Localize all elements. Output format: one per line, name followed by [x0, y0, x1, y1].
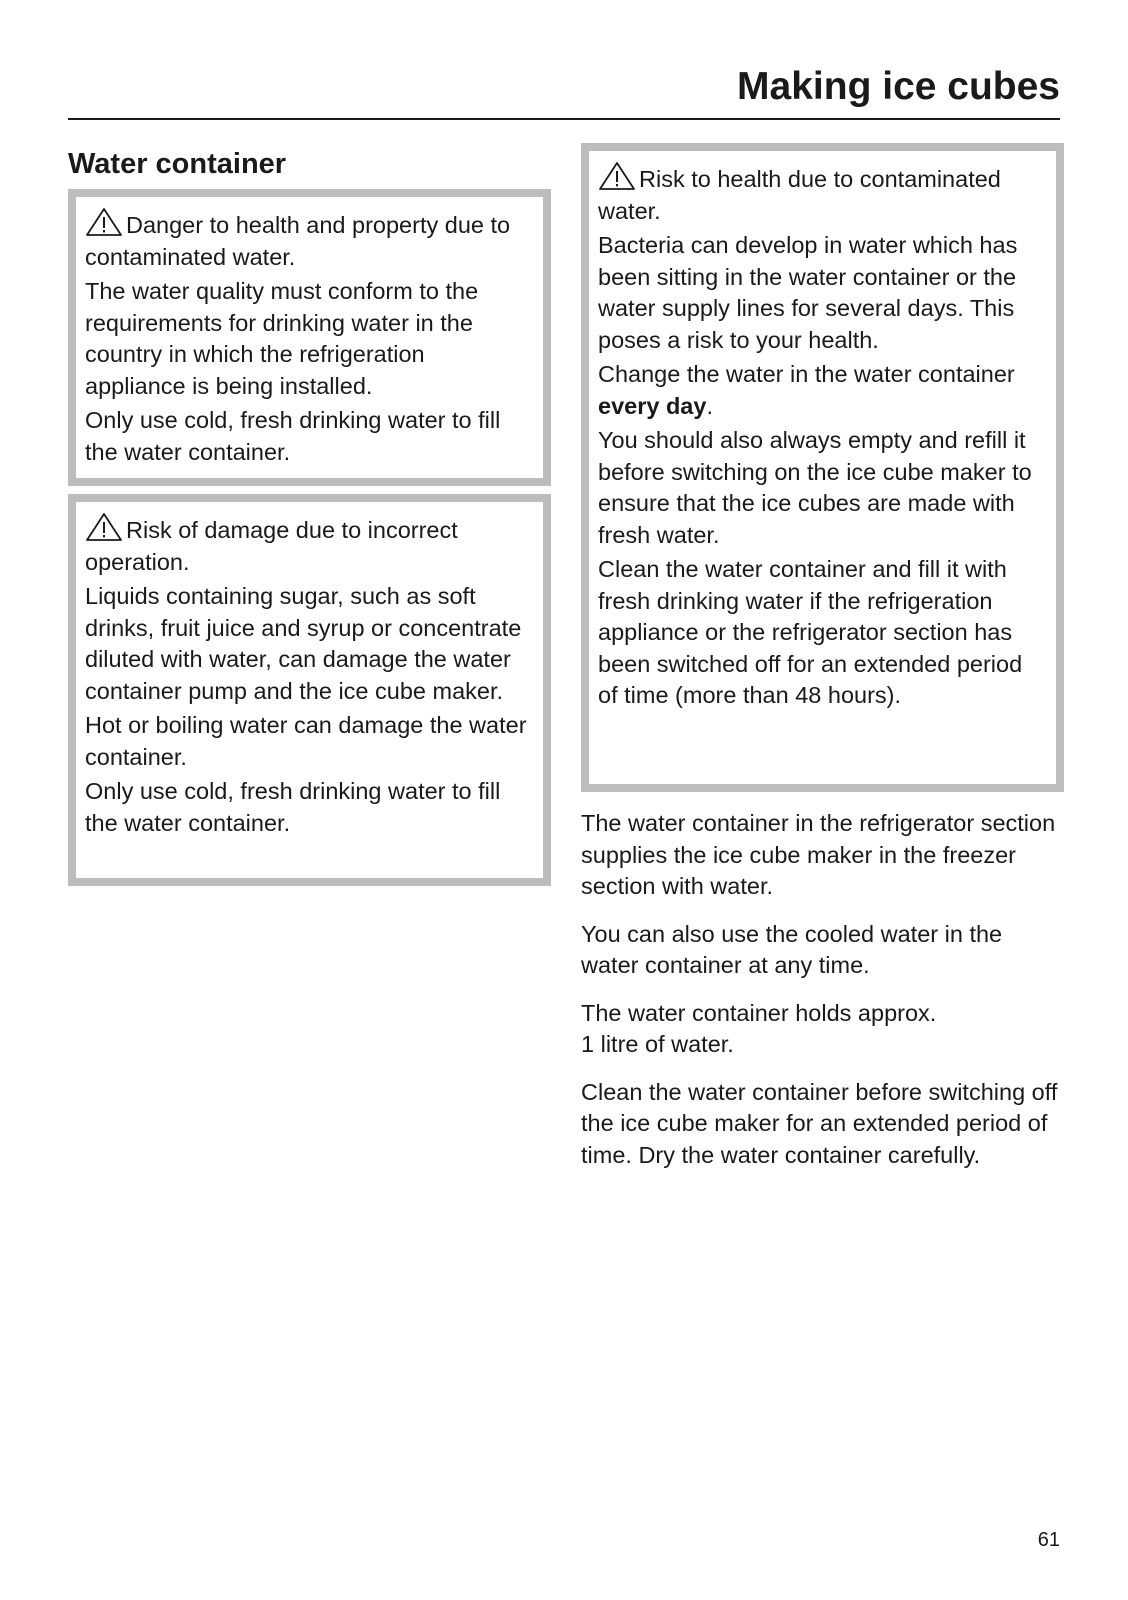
body-paragraph-capacity: The water container holds approx. 1 litre of water. [581, 999, 937, 1057]
emphasis-every-day: every day [598, 392, 707, 419]
body-paragraph: Clean the water container before switching off the ice cube maker for an extended period of time. Dry the water container carefully. [581, 1078, 1058, 1168]
warning-paragraph-change-water: Change the water in the water container every day. [598, 361, 1015, 419]
warning-paragraph: You should also always empty and refill it before switching on the ice cube maker to ensure that the ice cubes are made with fresh water. [598, 427, 1032, 548]
warning-heading: Risk to health due to contaminated water. [598, 161, 1044, 227]
warning-paragraph: Hot or boiling water can damage the water container. [85, 712, 527, 770]
body-paragraph: The water container in the refrigerator section supplies the ice cube maker in the freezer section with water. [581, 810, 1056, 899]
warning-box-contaminated-water [68, 189, 551, 486]
warning-paragraph: Clean the water container and fill it with fresh drinking water if the refrigeration appliance or the refrigerator section has been switched off for an extended period of time (more than 48 hours). [598, 556, 1023, 708]
body-paragraph: You can also use the cooled water in the water container at any time. [581, 920, 1003, 978]
warning-heading: Danger to health and property due to contaminated water. [85, 207, 531, 273]
warning-box-incorrect-operation [68, 494, 551, 886]
warning-triangle-icon [85, 207, 123, 237]
warning-paragraph: Only use cold, fresh drinking water to fill the water container. [85, 778, 501, 836]
warning-paragraph: The water quality must conform to the requirements for drinking water in the country in which the refrigeration appliance is being installed. [85, 278, 479, 399]
section-title: Water container [68, 148, 287, 180]
warning-triangle-icon [598, 161, 636, 191]
header-rule [68, 118, 1060, 120]
warning-paragraph: Only use cold, fresh drinking water to fill the water container. [85, 407, 501, 465]
warning-box-health-risk [581, 143, 1064, 792]
body-text [581, 808, 1061, 1187]
page-number: 61 [1037, 1529, 1060, 1551]
warning-heading: Risk of damage due to incorrect operation. [85, 512, 531, 578]
warning-triangle-icon [85, 512, 123, 542]
warning-paragraph: Bacteria can develop in water which has been sitting in the water container or the water supply lines for several days. This poses a risk to your health. [598, 232, 1018, 353]
warning-paragraph: Liquids containing sugar, such as soft drinks, fruit juice and syrup or concentrate diluted with water, can damage the water container pump and the ice cube maker. [85, 583, 522, 704]
page-title: Making ice cubes [737, 65, 1060, 108]
